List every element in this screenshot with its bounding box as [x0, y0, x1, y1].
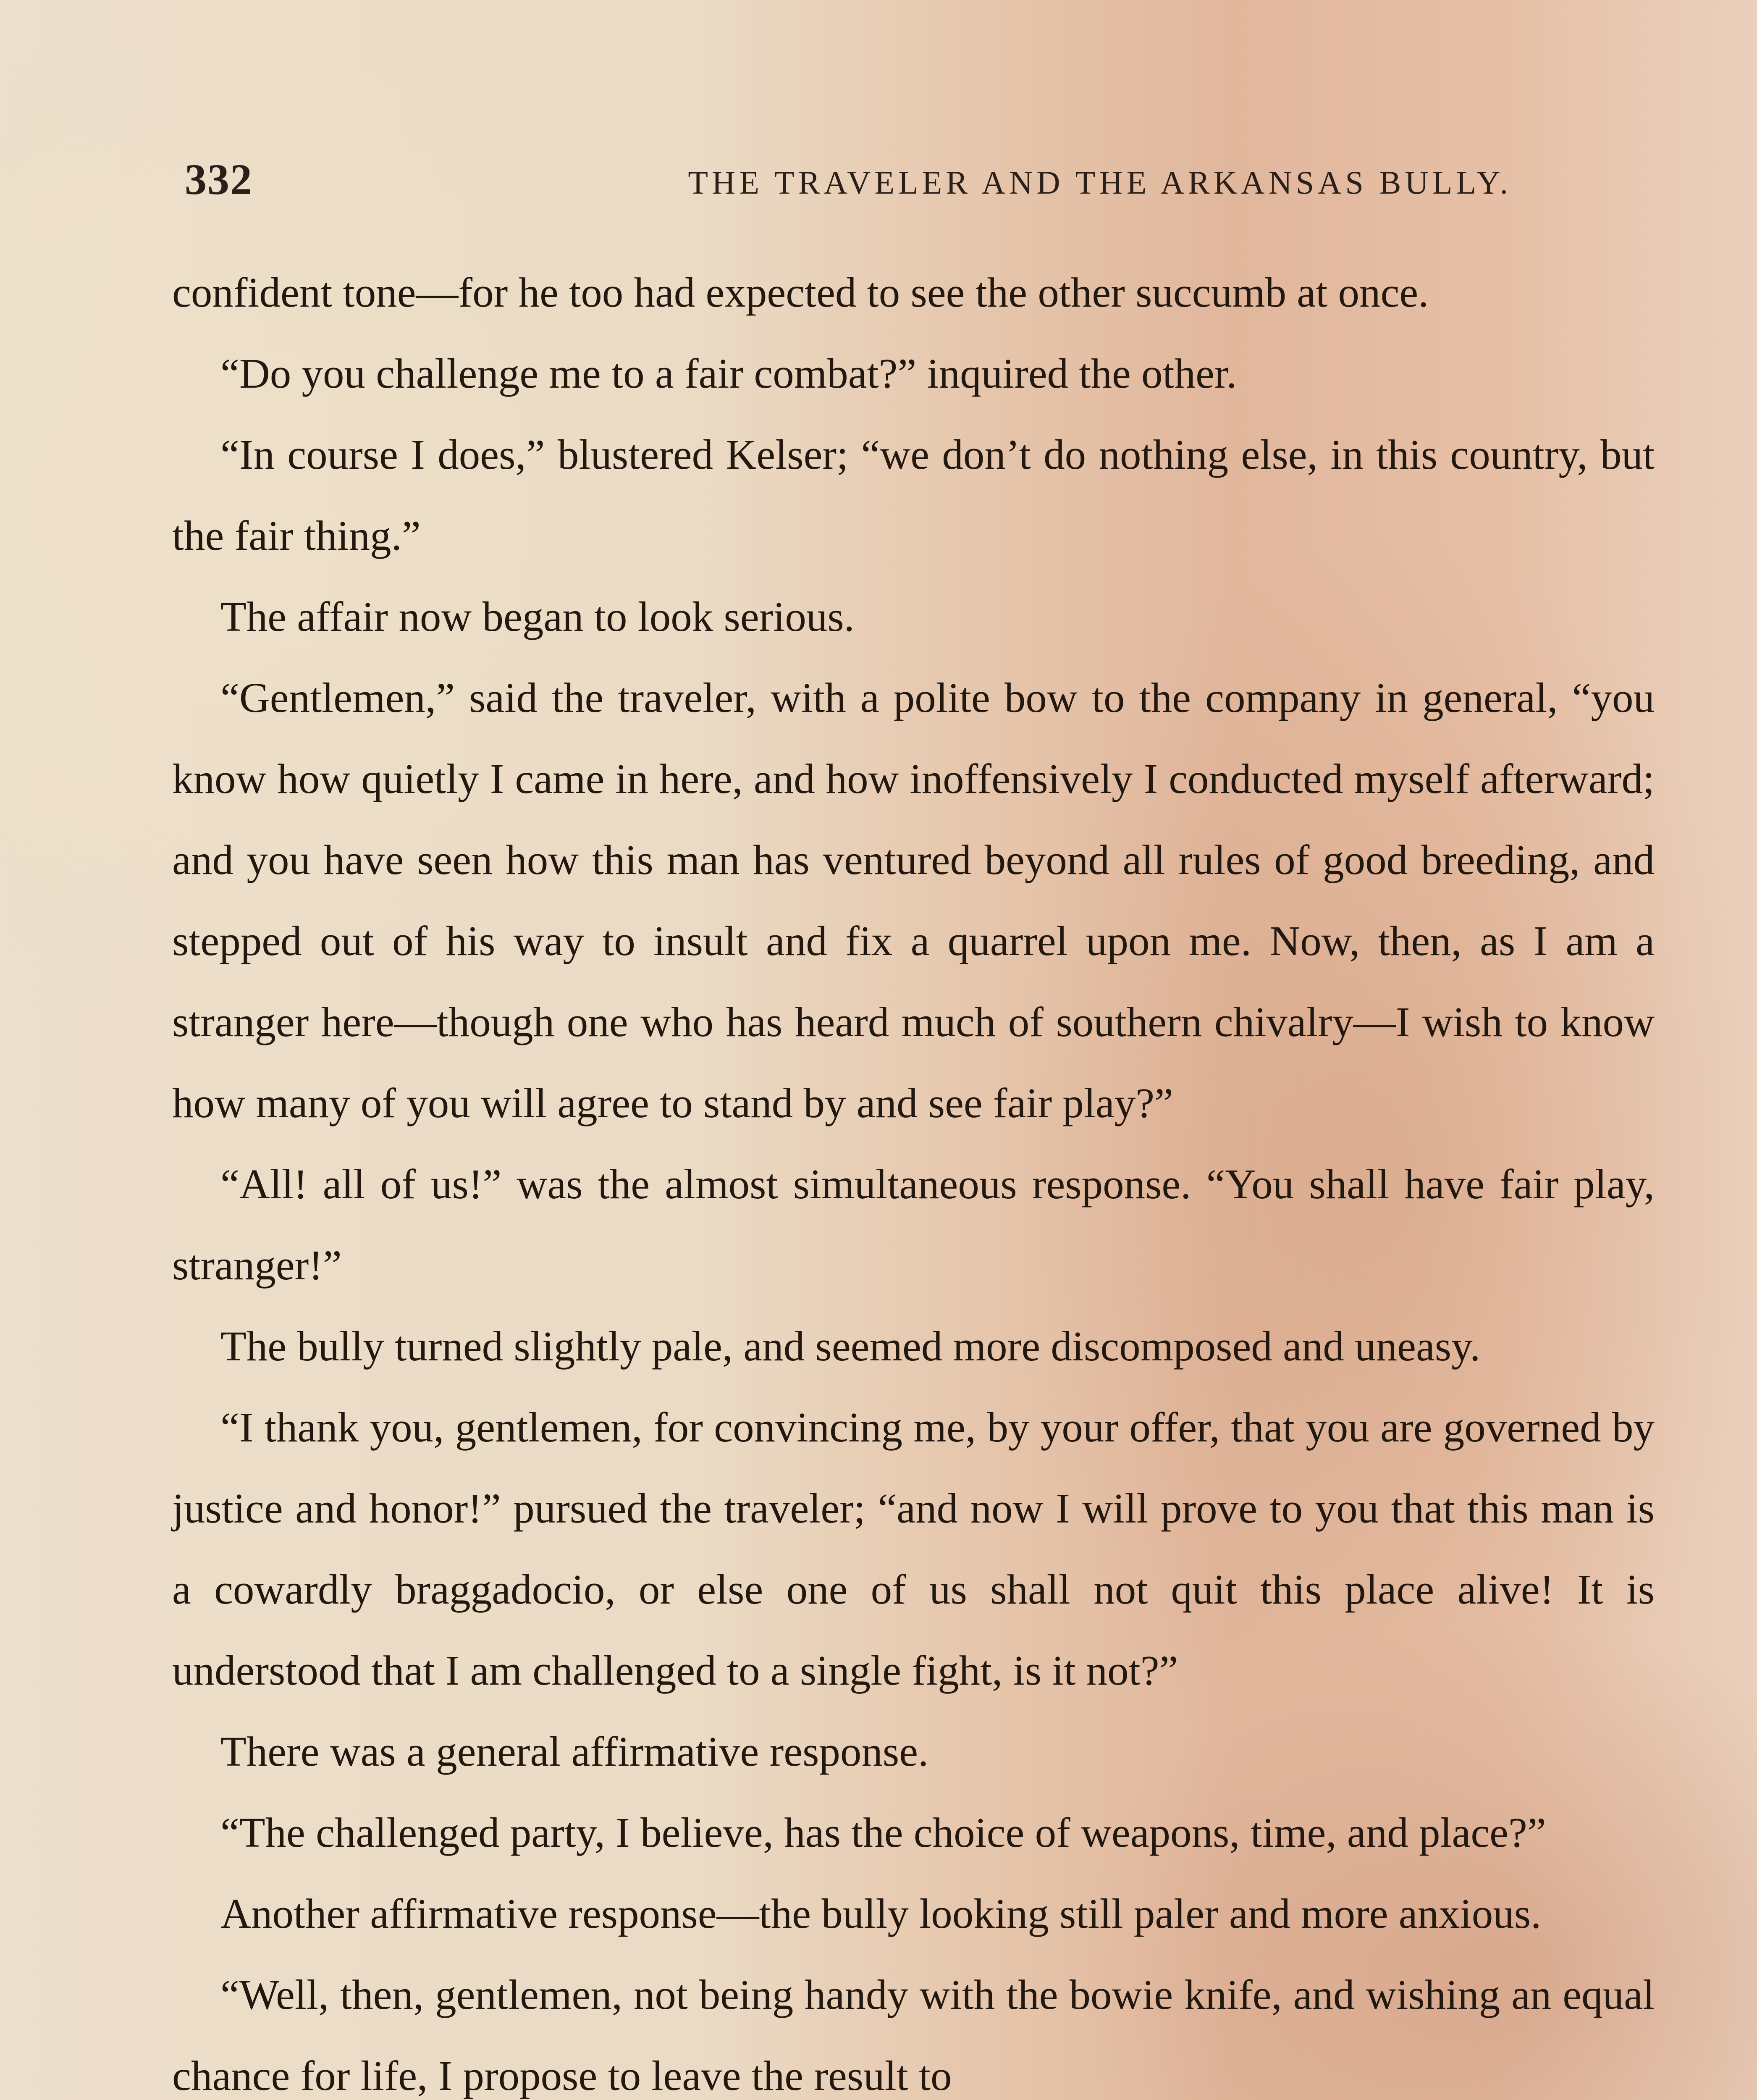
- paragraph: “In course I does,” blustered Kelser; “we don’t do nothing else, in this country, but the fair thing.”: [172, 431, 1655, 559]
- paragraph: The bully turned slightly pale, and seemed more discomposed and uneasy.: [220, 1323, 1481, 1370]
- page-number: 332: [185, 155, 253, 204]
- paragraph: “The challenged party, I believe, has the choice of weapons, time, and place?”: [220, 1809, 1546, 1856]
- paragraph: confident tone—for he too had expected to see the other succumb at once.: [172, 269, 1429, 316]
- paragraph: “Gentlemen,” said the traveler, with a polite bow to the company in general, “you know how quietly I came in here, and how inoffensively I conducted myself afterward; and you have seen how this man has ventured beyond all rules of good breeding, and stepped out of his way to insult and fix a quarrel upon me. Now, then, as I am a stranger here—though one who has heard much of southern chivalry—I wish to know how many of you will agree to stand by and see fair play?”: [172, 674, 1655, 1126]
- paragraph: The affair now began to look serious.: [220, 593, 855, 640]
- page-header: [185, 151, 1512, 218]
- paragraph: Another affirmative response—the bully looking still paler and more anxious.: [220, 1890, 1542, 1937]
- paragraph: “All! all of us!” was the almost simultaneous response. “You shall have fair play, stranger!”: [172, 1160, 1655, 1289]
- paragraph: “Well, then, gentlemen, not being handy with the bowie knife, and wishing an equal chance for life, I propose to leave the result to: [172, 1971, 1655, 2099]
- body-text: [172, 252, 1655, 2100]
- paragraph: There was a general affirmative response.: [220, 1728, 929, 1775]
- paragraph: “I thank you, gentlemen, for convincing me, by your offer, that you are governed by justice and honor!” pursued the traveler; “and now I will prove to you that this man is a cowardly braggadocio, or else one of us shall not quit this place alive! It is understood that I am challenged to a single fight, is it not?”: [172, 1404, 1655, 1694]
- paragraph: “Do you challenge me to a fair combat?” inquired the other.: [220, 350, 1237, 397]
- running-title: THE TRAVELER AND THE ARKANSAS BULLY.: [688, 164, 1512, 201]
